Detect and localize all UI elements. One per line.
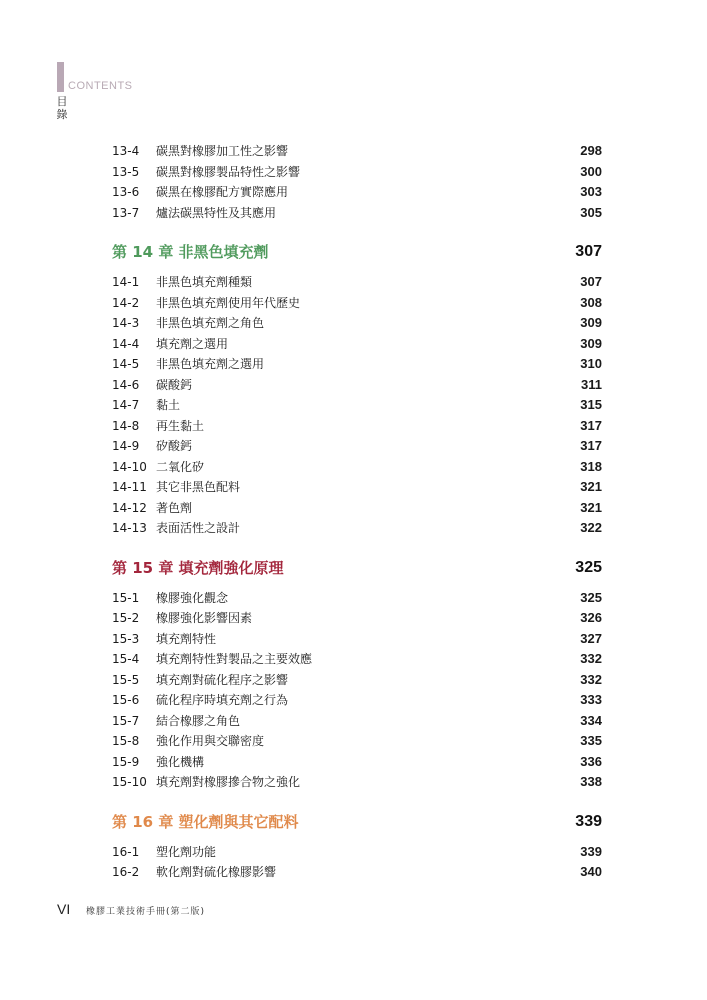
toc-entry-num: 14-1	[112, 275, 140, 289]
toc-entry[interactable]	[112, 608, 602, 629]
toc-entry[interactable]	[112, 141, 602, 162]
toc-entry-num: 15-5	[112, 672, 140, 687]
toc-entry-title: 非黑色填充劑之角色	[156, 316, 265, 330]
toc-entry-page: 333	[580, 692, 602, 707]
toc-entry-page: 310	[580, 356, 602, 371]
toc-entry-title: 碳黑在橡膠配方實際應用	[156, 185, 289, 199]
toc-entry-title: 爐法碳黑特性及其應用	[156, 205, 277, 220]
toc-entry-page: 336	[580, 753, 602, 769]
toc-entry-num: 15-7	[112, 713, 140, 728]
toc-entry-title: 結合橡膠之角色	[156, 713, 241, 728]
toc-entry-page: 340	[580, 864, 602, 879]
toc-entry-page: 309	[580, 315, 602, 330]
toc-entry[interactable]	[112, 690, 602, 711]
toc-entry-title: 表面活性之設計	[156, 521, 241, 535]
chapter-page: 307	[575, 243, 602, 260]
toc-entry-title: 塑化劑功能	[156, 844, 217, 859]
toc-entry-title: 填充劑特性對製品之主要效應	[156, 652, 313, 666]
toc-entry-page: 332	[580, 651, 602, 666]
toc-entry-title: 非黑色填充劑之選用	[156, 357, 265, 371]
chapter-title: 第 16 章 塑化劑與其它配料	[112, 812, 299, 831]
toc-entry-page: 309	[580, 335, 602, 351]
toc-entry-page: 327	[580, 630, 602, 646]
toc-entry-num: 14-8	[112, 418, 140, 433]
toc-entry[interactable]	[112, 354, 602, 375]
toc-entry-num: 15-6	[112, 693, 140, 707]
toc-entry-title: 填充劑特性	[156, 631, 217, 646]
toc-entry-num: 14-11	[112, 480, 147, 494]
toc-entry[interactable]	[112, 293, 602, 314]
toc-entry-page: 321	[580, 479, 602, 494]
toc-entry-page: 332	[580, 671, 602, 687]
toc-entry-title: 強化機構	[156, 754, 205, 769]
toc-entry[interactable]	[112, 649, 602, 670]
toc-entry-page: 334	[580, 712, 602, 728]
toc-entry-num: 13-4	[112, 144, 140, 158]
toc-entry[interactable]	[112, 588, 602, 609]
toc-entry[interactable]	[112, 313, 602, 334]
toc-entry-page: 326	[580, 610, 602, 625]
toc-entry[interactable]	[112, 334, 602, 355]
toc-entry-num: 14-2	[112, 295, 140, 310]
toc-entry-num: 14-6	[112, 377, 140, 392]
toc-entry-page: 300	[580, 163, 602, 179]
vertical-toc-char-1: 目	[56, 95, 68, 108]
toc-entry-page: 307	[580, 274, 602, 289]
toc-entry-num: 16-1	[112, 844, 140, 859]
toc-entry-num: 15-4	[112, 652, 140, 666]
toc-entry-num: 16-2	[112, 865, 140, 879]
toc-entry-page: 338	[580, 774, 602, 789]
toc-entry-page: 308	[580, 294, 602, 310]
toc-entry[interactable]	[112, 182, 602, 203]
toc-entry-title: 填充劑對橡膠摻合物之強化	[156, 775, 301, 789]
toc-entry-page: 303	[580, 184, 602, 199]
toc-entry-title: 硫化程序時填充劑之行為	[156, 693, 289, 707]
chapter-heading[interactable]	[112, 556, 602, 580]
toc-entry-title: 非黑色填充劑種類	[156, 275, 253, 289]
toc-entry[interactable]	[112, 518, 602, 539]
toc-entry[interactable]	[112, 375, 602, 396]
toc-entry-page: 339	[580, 843, 602, 859]
chapter-page: 325	[575, 558, 602, 576]
chapter-heading[interactable]	[112, 240, 602, 264]
toc-entry[interactable]	[112, 272, 602, 293]
toc-entry-num: 14-12	[112, 500, 147, 515]
toc-entry[interactable]	[112, 457, 602, 478]
toc-entry-num: 14-4	[112, 336, 140, 351]
header-accent-bar	[57, 62, 64, 92]
toc-entry-num: 15-1	[112, 590, 140, 605]
toc-entry-title: 非黑色填充劑使用年代歷史	[156, 295, 301, 310]
toc-entry[interactable]	[112, 862, 602, 883]
toc-entry-title: 填充劑之選用	[156, 336, 229, 351]
toc-entry[interactable]	[112, 629, 602, 650]
toc-entry[interactable]	[112, 395, 602, 416]
toc-entry-title: 二氧化矽	[156, 459, 205, 474]
toc-entry-title: 著色劑	[156, 500, 193, 515]
toc-entry-page: 305	[580, 204, 602, 220]
toc-entry-num: 15-3	[112, 631, 140, 646]
toc-entry-num: 15-10	[112, 775, 147, 789]
toc-entry-num: 15-8	[112, 734, 140, 748]
toc-entry[interactable]	[112, 731, 602, 752]
toc-entry[interactable]	[112, 436, 602, 457]
toc-entry-title: 矽酸鈣	[156, 439, 193, 453]
toc-entry-page: 311	[581, 376, 602, 392]
chapter-page: 339	[575, 812, 602, 830]
toc-entry[interactable]	[112, 203, 602, 224]
toc-entry-title: 強化作用與交聯密度	[156, 734, 265, 748]
toc-entry[interactable]	[112, 162, 602, 183]
toc-entry-title: 再生黏土	[156, 418, 205, 433]
contents-label: CONTENTS	[68, 80, 133, 92]
toc-entry[interactable]	[112, 670, 602, 691]
toc-entry-page: 315	[580, 397, 602, 412]
chapter-title: 第 15 章 填充劑強化原理	[112, 558, 284, 577]
vertical-toc-char-2: 錄	[56, 108, 68, 121]
toc-entry[interactable]	[112, 711, 602, 732]
chapter-title: 第 14 章 非黑色填充劑	[112, 243, 269, 261]
toc-entry-page: 317	[580, 438, 602, 453]
footer-book-title: 橡膠工業技術手冊(第二版)	[86, 907, 206, 917]
toc-entry-title: 軟化劑對硫化橡膠影響	[156, 865, 277, 879]
toc-entry-num: 15-2	[112, 611, 140, 625]
toc-entry-page: 322	[580, 520, 602, 535]
toc-entry-num: 14-7	[112, 398, 140, 412]
toc-entry[interactable]	[112, 477, 602, 498]
toc-entry[interactable]	[112, 842, 602, 863]
toc-entry-num: 13-5	[112, 164, 140, 179]
toc-entry-page: 298	[580, 143, 602, 158]
toc-entry-num: 14-3	[112, 316, 140, 330]
toc-entry-page: 325	[580, 589, 602, 605]
toc-entry-title: 填充劑對硫化程序之影響	[156, 672, 289, 687]
toc-entry[interactable]	[112, 416, 602, 437]
toc-entry-title: 橡膠強化影響因素	[156, 611, 253, 625]
toc-entry-title: 碳酸鈣	[156, 377, 193, 392]
toc-entry-page: 335	[580, 733, 602, 748]
toc-entry-page: 317	[580, 417, 602, 433]
toc-entry-num: 14-9	[112, 439, 140, 453]
toc-entry-num: 15-9	[112, 754, 140, 769]
toc-entry-num: 13-6	[112, 185, 140, 199]
toc-entry[interactable]	[112, 498, 602, 519]
toc-entry-page: 318	[580, 458, 602, 474]
vertical-toc-title	[56, 95, 68, 121]
toc-entry-num: 13-7	[112, 205, 140, 220]
toc-entry-title: 黏土	[156, 398, 181, 412]
toc-entry[interactable]	[112, 772, 602, 793]
toc-entry-title: 碳黑對橡膠製品特性之影響	[156, 164, 301, 179]
table-of-contents	[112, 141, 602, 883]
footer-page-number: VI	[57, 901, 71, 917]
toc-entry-page: 321	[580, 499, 602, 515]
toc-entry-title: 碳黑對橡膠加工性之影響	[156, 144, 289, 158]
toc-entry-num: 14-10	[112, 459, 147, 474]
toc-entry-num: 14-13	[112, 521, 147, 535]
toc-entry-title: 橡膠強化觀念	[156, 590, 229, 605]
toc-entry-num: 14-5	[112, 357, 140, 371]
toc-entry-title: 其它非黑色配料	[156, 480, 241, 494]
toc-entry[interactable]	[112, 752, 602, 773]
chapter-heading[interactable]	[112, 810, 602, 834]
